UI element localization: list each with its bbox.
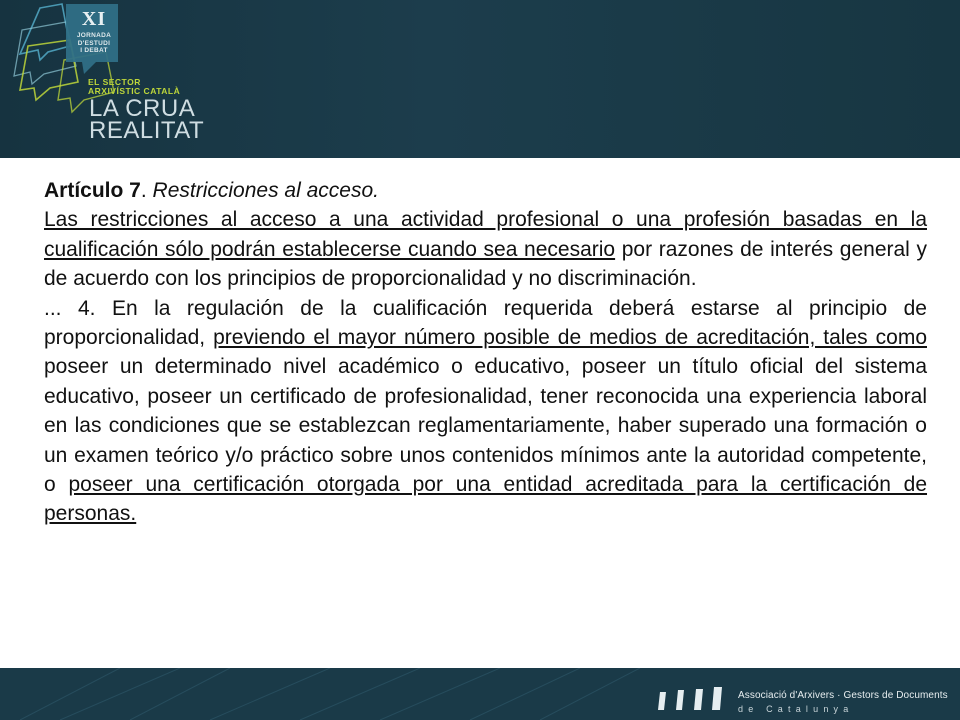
logo-crua-realitat-text [89,95,205,144]
logo-crua-line: LA CRUA [89,95,196,122]
article-heading-separator: . [140,179,153,202]
article-heading [44,176,927,205]
logo-sector-line: EL SECTOR [88,77,141,87]
footer-org-region: de Catalunya [738,704,854,714]
article-paragraph-2 [44,294,927,529]
paragraph-text: por razones de interés general y de acuerdo con los principios de proporcionalidad y no discriminación. [44,237,927,291]
logo-jornada-line: I DEBAT [80,47,108,54]
article-title: Restricciones al acceso. [152,179,379,202]
logo-jornada-text [66,32,122,55]
archive-bars-logo-icon [656,686,732,712]
underlined-text: previendo el mayor número posible de medios de acreditación, tales como [213,326,927,350]
paragraph-text: ... 4. En la regulación de la cualificación requerida deberá estarse al principio de proporcionalidad, [44,296,927,350]
logo-crua-line: REALITAT [89,117,205,144]
header-band [0,0,960,158]
logo-jornada-line: JORNADA [76,32,112,39]
article-content [44,176,927,529]
underlined-text: poseer una certificación otorgada por una entidad acreditada para la certificación de personas. [44,473,928,526]
footer-org-name: Associació d'Arxivers · Gestors de Documents [738,690,948,701]
paragraph-text: poseer un determinado nivel académico o educativo, poseer un título oficial del sistema educativo, poseer un certificado de profesionalidad, tener reconocida una experiencia laboral en las condiciones que se establezcan reglamentariamente, haber superado una formación o un examen teórico y/o práctico sobre unos contenidos mínimos ante la autoridad competente, o [44,355,927,497]
article-paragraph-1 [44,205,927,293]
logo-roman-numeral: XI [81,8,107,30]
underlined-text: Las restricciones al acceso a una actividad profesional o una profesión basadas en la cualificación sólo podrán establecerse cuando sea necesario [44,208,927,261]
article-number: Artículo 7 [44,179,141,202]
logo-jornada-line: D'ESTUDI [77,39,111,47]
logo-sector-line: ARXIVÍSTIC CATALÀ [88,86,181,96]
logo-sector-text [88,78,180,96]
